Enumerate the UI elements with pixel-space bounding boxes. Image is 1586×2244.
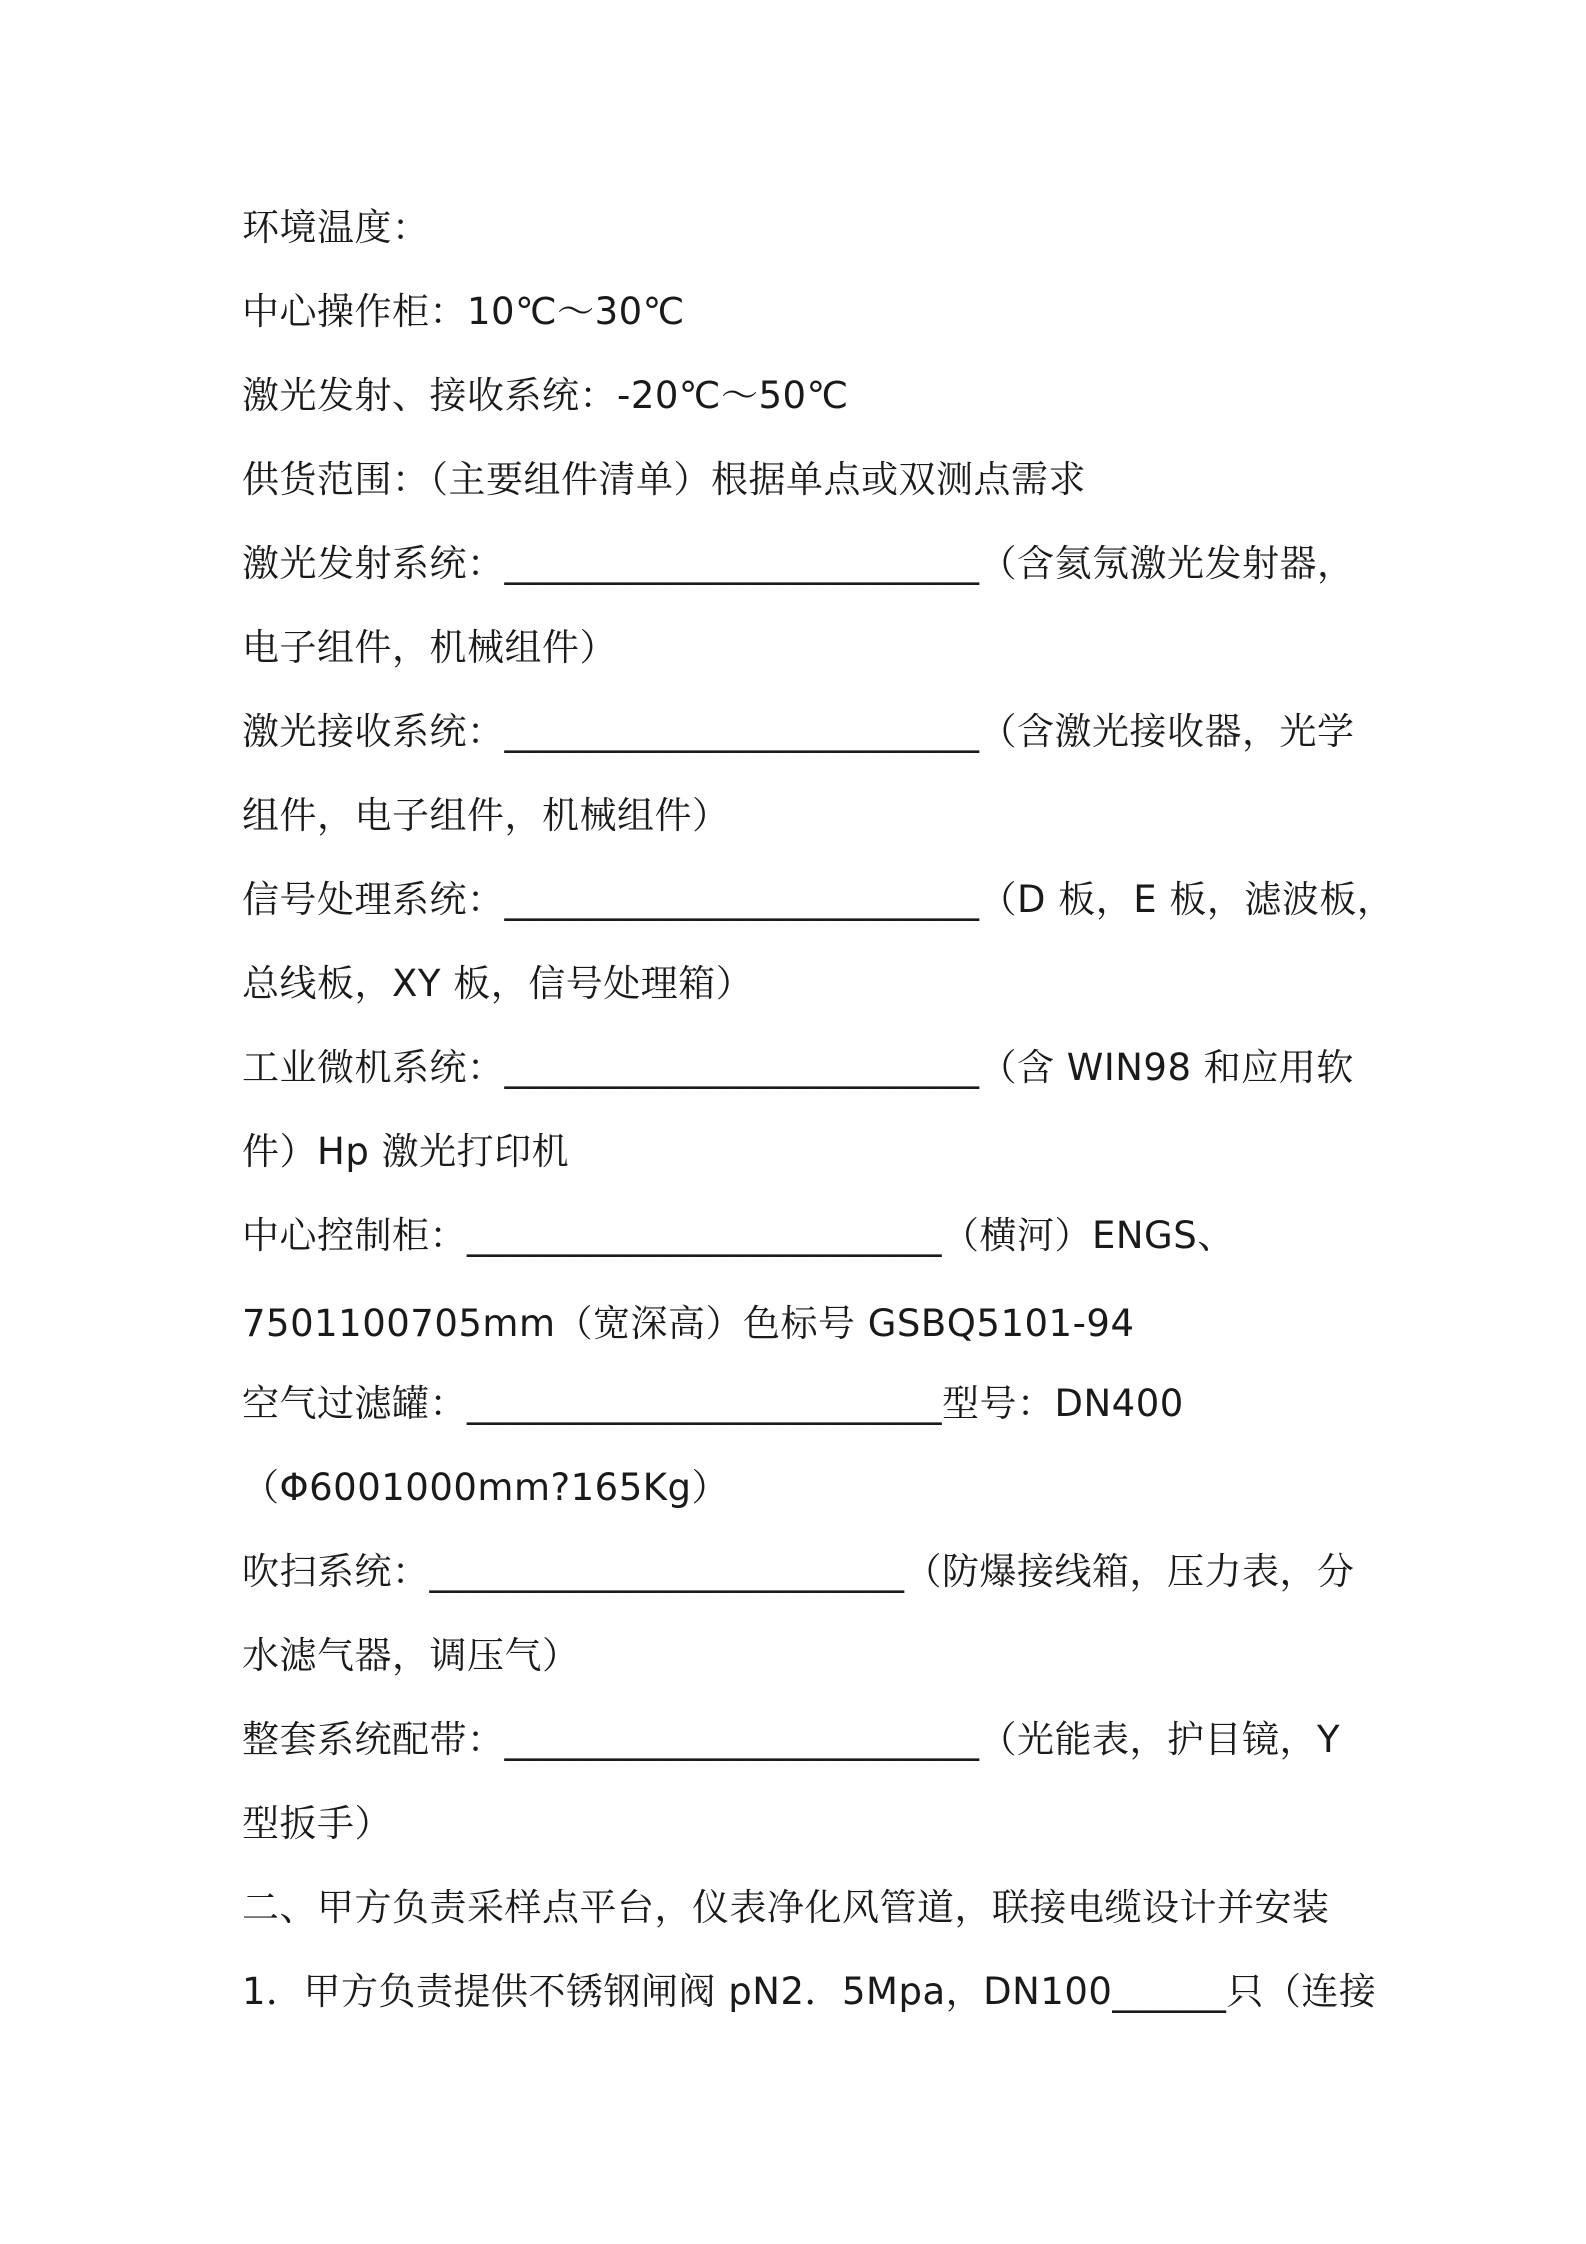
text-line: 中心控制柜：_________________________（横河）ENGS、 xyxy=(242,1214,1235,1257)
text-line: （Φ6001000mm?165Kg） xyxy=(242,1466,730,1509)
text-line: 7501100705mm（宽深高）色标号 GSBQ5101-94 xyxy=(242,1302,1135,1345)
text-line: 环境温度： xyxy=(242,206,430,249)
text-line: 二、甲方负责采样点平台，仪表净化风管道，联接电缆设计并安装 xyxy=(242,1886,1330,1929)
text-line: 空气过滤罐：_________________________型号：DN400 xyxy=(242,1382,1184,1425)
text-line: 激光接收系统：_________________________（含激光接收器，光学 xyxy=(242,710,1355,753)
text-line: 激光发射系统：_________________________（含氦氖激光发射器， xyxy=(242,542,1355,585)
text-line: 工业微机系统：_________________________（含 WIN98 和应用软 xyxy=(242,1046,1354,1089)
text-line: 信号处理系统：_________________________（D 板，E 板，滤波板， xyxy=(242,878,1395,921)
text-line: 型扳手） xyxy=(242,1802,392,1845)
text-line: 总线板，XY 板，信号处理箱） xyxy=(242,962,754,1005)
text-line: 中心操作柜：10℃～30℃ xyxy=(242,290,685,333)
text-line: 组件，电子组件，机械组件） xyxy=(242,794,730,837)
text-line: 件）Hp 激光打印机 xyxy=(242,1130,570,1173)
text-line: 电子组件，机械组件） xyxy=(242,626,617,669)
text-line: 供货范围：（主要组件清单）根据单点或双测点需求 xyxy=(242,458,1086,501)
text-line: 整套系统配带：_________________________（光能表，护目镜，Y xyxy=(242,1718,1341,1761)
text-line: 1．甲方负责提供不锈钢闸阀 pN2．5Mpa，DN100______只（连接 xyxy=(242,1970,1377,2013)
text-line: 吹扫系统：_________________________（防爆接线箱，压力表，分 xyxy=(242,1550,1355,1593)
text-line: 激光发射、接收系统：-20℃～50℃ xyxy=(242,374,849,417)
text-line: 水滤气器，调压气） xyxy=(242,1634,580,1677)
